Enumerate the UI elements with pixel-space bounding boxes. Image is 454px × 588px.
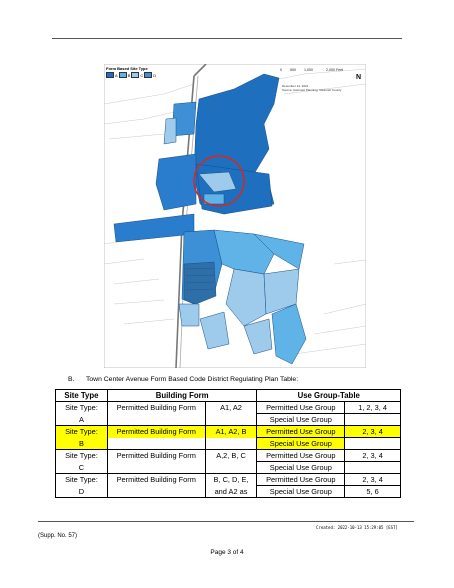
header-rule <box>52 38 402 39</box>
form-codes-cell: B, C, D, E, <box>205 474 257 486</box>
scale-label: 500 <box>290 68 296 72</box>
created-timestamp: Created: 2022-10-13 15:29:05 [EST] <box>316 525 398 530</box>
table-caption <box>68 376 298 383</box>
use-group-cell: Permitted Use Group <box>257 402 345 414</box>
table-row <box>56 414 401 426</box>
north-arrow-icon: N <box>356 74 362 81</box>
use-group-cell: Special Use Group <box>257 462 345 474</box>
caption-text: Town Center Avenue Form Based Code District Regulating Plan Table: <box>86 376 299 383</box>
site-type-cell: Site Type: <box>56 426 108 438</box>
site-a-west <box>156 154 196 210</box>
site-type-cell: Site Type: <box>56 450 108 462</box>
header-building-form: Building Form <box>107 390 257 402</box>
supplement-number: (Supp. No. 57) <box>38 533 78 539</box>
scale-label: 0 <box>280 68 282 72</box>
use-group-values-cell <box>345 438 401 450</box>
table-row-highlighted <box>56 426 401 438</box>
legend-label-d: D <box>153 72 157 78</box>
header-site-type: Site Type <box>56 390 108 402</box>
legend-row <box>106 72 162 78</box>
footer-rule <box>38 521 414 522</box>
legend-title: Form Based Site Type <box>106 66 148 71</box>
caption-letter: B. <box>68 376 75 383</box>
site-type-letter-cell: C <box>56 462 108 474</box>
use-group-values-cell: 2, 3, 4 <box>345 474 401 486</box>
legend-swatch-c <box>131 72 139 78</box>
building-form-cell: Permitted Building Form <box>107 402 205 414</box>
building-form-cell: Permitted Building Form <box>107 426 205 438</box>
site-type-cell: Site Type: <box>56 402 108 414</box>
table-row <box>56 474 401 486</box>
legend-label-c: C <box>140 72 144 78</box>
map-graphic <box>104 64 366 368</box>
attribution-date: December 14, 2021 <box>282 84 309 88</box>
use-group-cell: Permitted Use Group <box>257 474 345 486</box>
map-legend <box>106 66 162 88</box>
legend-swatch-a <box>106 72 114 78</box>
legend-swatch-b <box>119 72 127 78</box>
map-attribution <box>282 85 348 92</box>
scale-label: 2,000 Feet <box>326 68 344 72</box>
regulating-plan-table <box>55 389 401 498</box>
site-type-letter-cell: A <box>56 414 108 426</box>
use-group-cell: Special Use Group <box>257 414 345 426</box>
form-codes-cell: A1, A2 <box>205 402 257 414</box>
use-group-values-cell: 2, 3, 4 <box>345 426 401 438</box>
table-row <box>56 402 401 414</box>
use-group-cell: Special Use Group <box>257 486 345 498</box>
use-group-values-cell: 1, 2, 3, 4 <box>345 402 401 414</box>
site-type-cell: Site Type: <box>56 474 108 486</box>
page-number: Page 3 of 4 <box>210 549 244 556</box>
table-row <box>56 450 401 462</box>
use-group-values-cell <box>345 414 401 426</box>
legend-swatch-d <box>144 72 152 78</box>
use-group-values-cell: 5, 6 <box>345 486 401 498</box>
form-codes-continued-cell: and A2 as <box>205 486 257 498</box>
use-group-values-cell <box>345 462 401 474</box>
building-form-cell: Permitted Building Form <box>107 450 205 462</box>
table-row-highlighted <box>56 438 401 450</box>
table-header-row <box>56 390 401 402</box>
table-row <box>56 462 401 474</box>
header-use-group: Use Group-Table <box>257 390 401 402</box>
site-type-letter-cell: D <box>56 486 108 498</box>
use-group-cell: Permitted Use Group <box>257 450 345 462</box>
table-row <box>56 486 401 498</box>
form-codes-cell: A1, A2, B <box>205 426 257 438</box>
scale-label: 1,000 <box>304 68 313 72</box>
legend-label-a: A <box>115 72 118 78</box>
attribution-source: Source: Gwinnett Planning, Gwinnett County <box>282 87 342 92</box>
building-form-cell: Permitted Building Form <box>107 474 205 486</box>
form-codes-cell: A,2, B, C <box>205 450 257 462</box>
legend-label-b: B <box>127 72 131 78</box>
site-type-letter-cell: B <box>56 438 108 450</box>
use-group-cell: Permitted Use Group <box>257 426 345 438</box>
use-group-values-cell: 2, 3, 4 <box>345 450 401 462</box>
regulating-plan-map <box>104 64 366 368</box>
use-group-cell: Special Use Group <box>257 438 345 450</box>
